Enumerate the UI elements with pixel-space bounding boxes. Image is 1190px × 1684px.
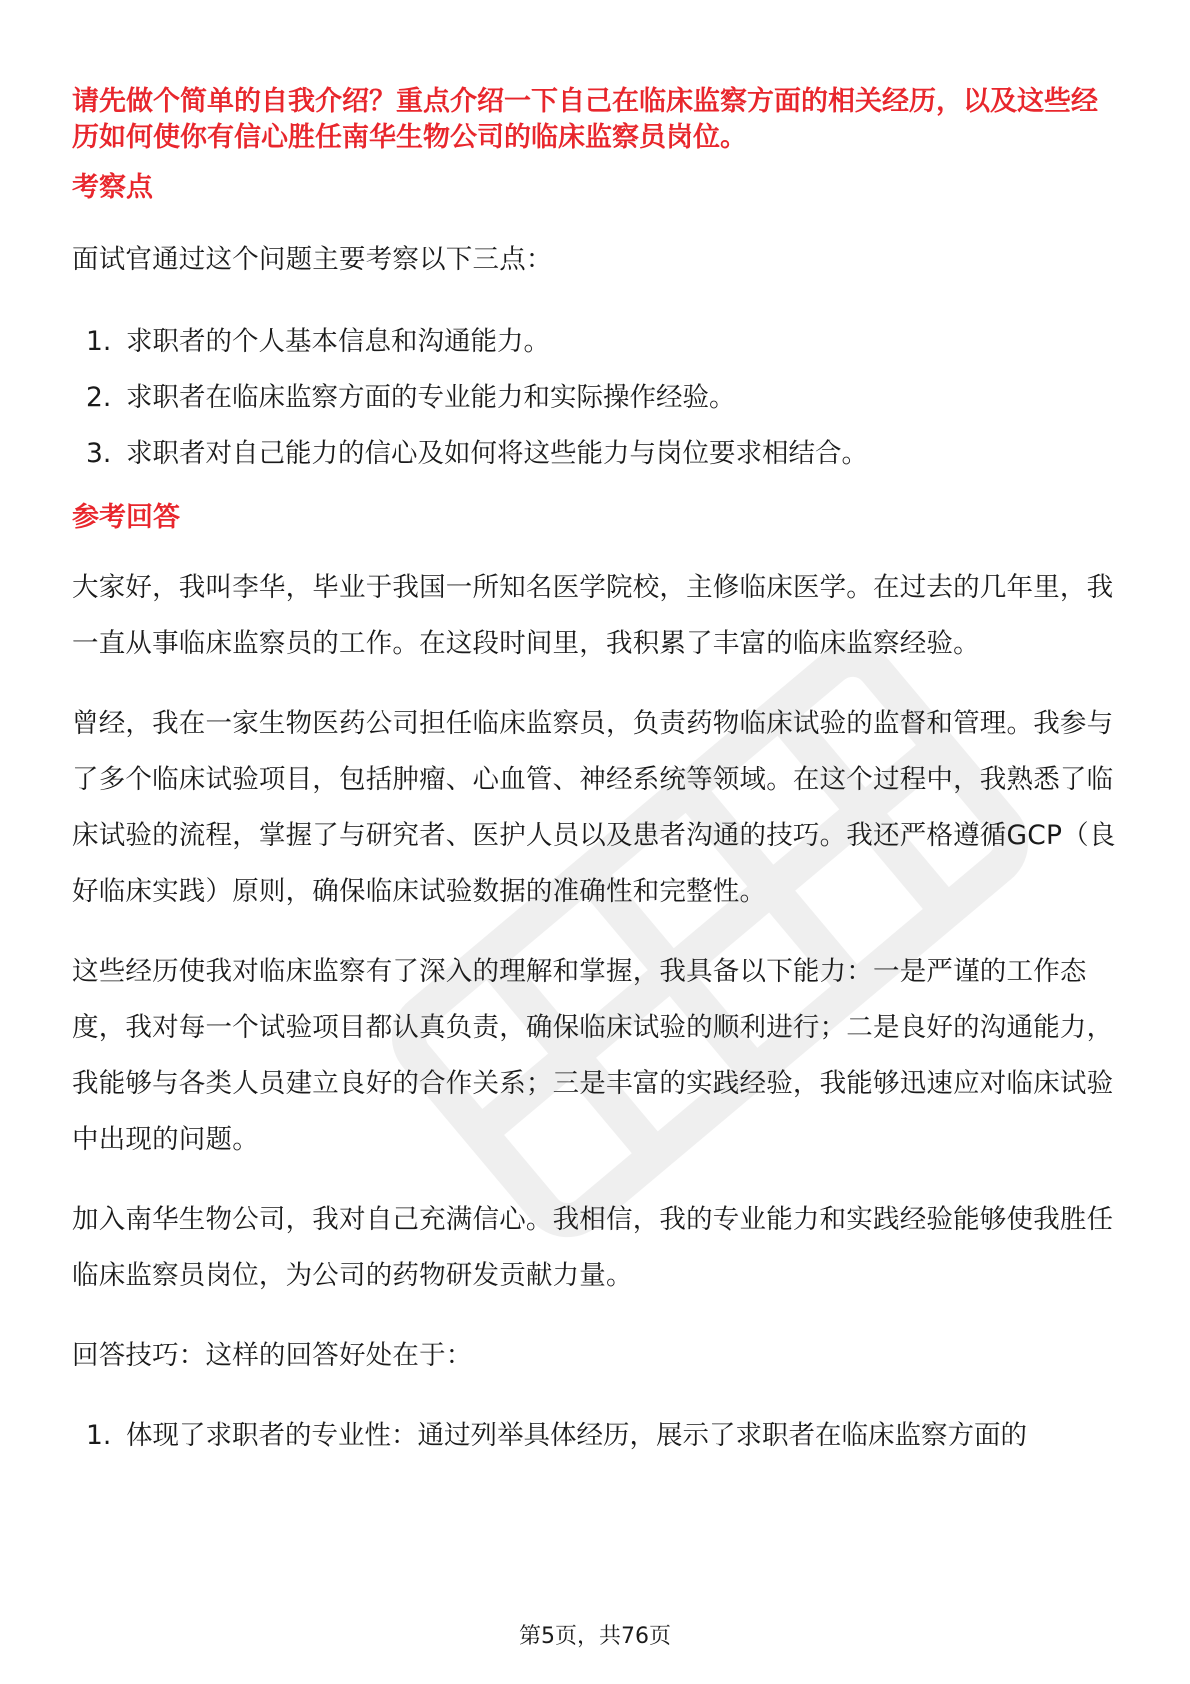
list-item-text: 体现了求职者的专业性：通过列举具体经历，展示了求职者在临床监察方面的 [126, 1420, 1027, 1451]
tips-list [72, 1408, 1118, 1464]
document-page [72, 84, 1118, 1464]
answer-heading: 参考回答 [72, 502, 180, 533]
page-number: 第5页，共76页 [519, 1624, 671, 1649]
answer-paragraph: 加入南华生物公司，我对自己充满信心。我相信，我的专业能力和实践经验能够使我胜任临床监察员岗位，为公司的药物研发贡献力量。 [72, 1204, 1114, 1291]
assessment-heading: 考察点 [72, 172, 153, 203]
question-text: 请先做个简单的自我介绍？重点介绍一下自己在临床监察方面的相关经历，以及这些经历如何使你有信心胜任南华生物公司的临床监察员岗位。 [72, 86, 1098, 153]
list-item-number: 1. [86, 1420, 112, 1451]
list-item-number: 2. [86, 382, 112, 413]
list-item-number: 1. [86, 326, 112, 357]
answer-paragraph: 大家好，我叫李华，毕业于我国一所知名医学院校，主修临床医学。在过去的几年里，我一直从事临床监察员的工作。在这段时间里，我积累了丰富的临床监察经验。 [72, 572, 1114, 659]
list-item-number: 3. [86, 438, 112, 469]
list-item [72, 370, 1118, 426]
answer-paragraph: 这些经历使我对临床监察有了深入的理解和掌握，我具备以下能力：一是严谨的工作态度，我对每一个试验项目都认真负责，确保临床试验的顺利进行；二是良好的沟通能力，我能够与各类人员建立良好的合作关系；三是丰富的实践经验，我能够迅速应对临床试验中出现的问题。 [72, 956, 1114, 1155]
list-item-text: 求职者对自己能力的信心及如何将这些能力与岗位要求相结合。 [126, 438, 868, 469]
answer-paragraph: 曾经，我在一家生物医药公司担任临床监察员，负责药物临床试验的监督和管理。我参与了多个临床试验项目，包括肿瘤、心血管、神经系统等领域。在这个过程中，我熟悉了临床试验的流程，掌握了与研究者、医护人员以及患者沟通的技巧。我还严格遵循GCP（良好临床实践）原则，确保临床试验数据的准确性和完整性。 [72, 708, 1116, 907]
list-item [72, 426, 1118, 482]
list-item-text: 求职者在临床监察方面的专业能力和实际操作经验。 [126, 382, 736, 413]
list-item-text: 求职者的个人基本信息和沟通能力。 [126, 326, 550, 357]
list-item [72, 314, 1118, 370]
tips-intro: 回答技巧：这样的回答好处在于： [72, 1340, 473, 1371]
assessment-list [72, 314, 1118, 482]
assessment-intro: 面试官通过这个问题主要考察以下三点： [72, 244, 553, 275]
list-item [72, 1408, 1118, 1464]
